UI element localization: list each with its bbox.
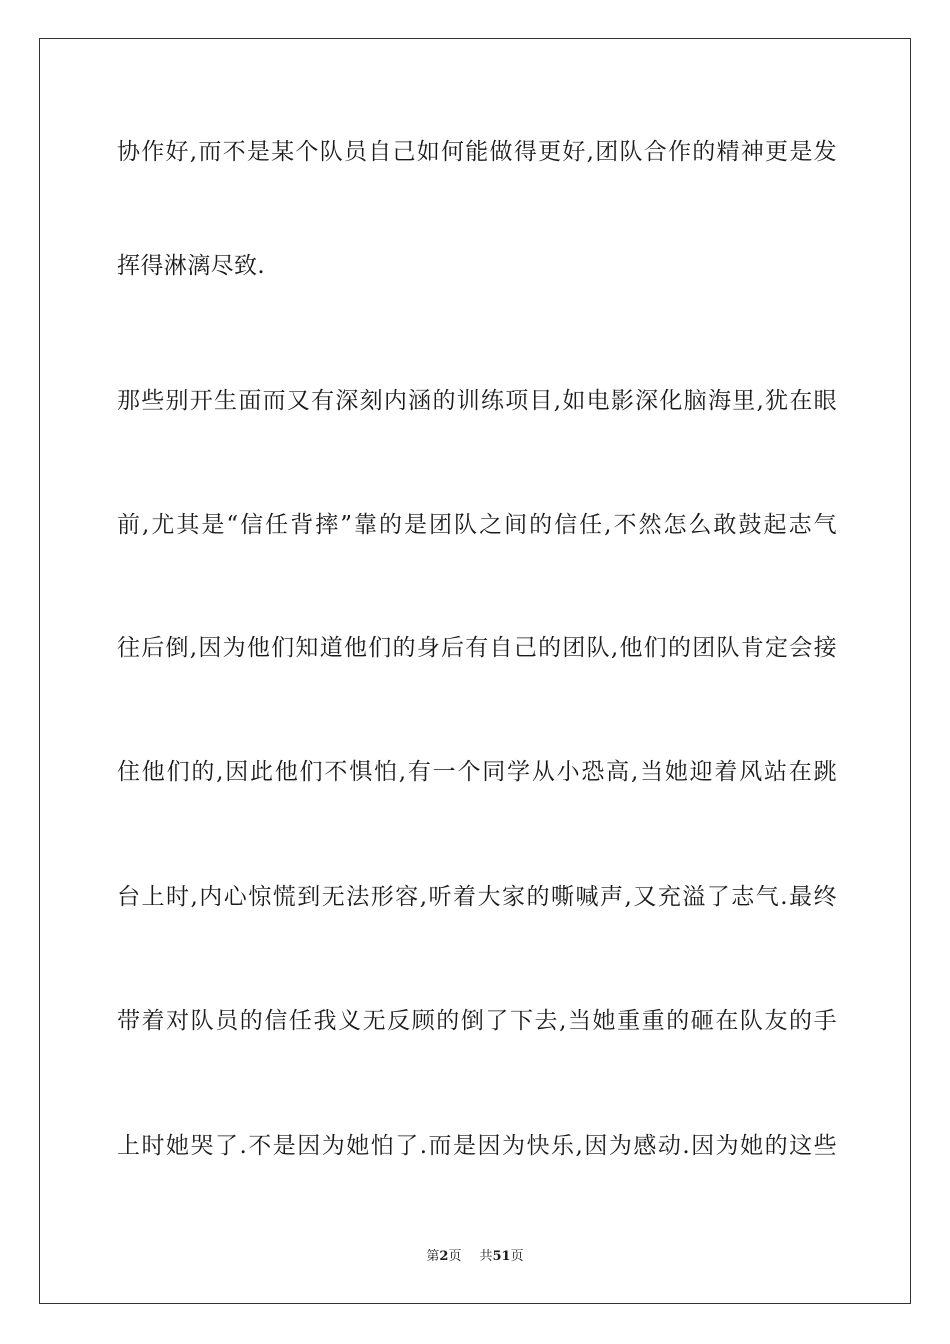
- footer-page-prefix: 第: [426, 1249, 440, 1264]
- footer-total-pages: 51: [492, 1249, 511, 1264]
- page-border: [39, 38, 911, 1304]
- body-line-8: 带着对队员的信任我义无反顾的倒了下去,当她重重的砸在队友的手: [117, 1008, 837, 1034]
- body-line-4: 前,尤其是“信任背摔”靠的是团队之间的信任,不然怎么敢鼓起志气: [117, 512, 837, 538]
- page-footer: [0, 1248, 950, 1266]
- body-line-7: 台上时,内心惊慌到无法形容,听着大家的嘶喊声,又充溢了志气.最终: [117, 884, 837, 910]
- body-line-6: 住他们的,因此他们不惧怕,有一个同学从小恐高,当她迎着风站在跳: [117, 759, 837, 785]
- body-line-1: 协作好,而不是某个队员自己如何能做得更好,团队合作的精神更是发: [117, 139, 837, 165]
- footer-page-number: 2: [439, 1249, 449, 1264]
- footer-total-suffix: 页: [510, 1249, 524, 1264]
- footer-page-suffix: 页: [448, 1249, 462, 1264]
- body-line-5: 往后倒,因为他们知道他们的身后有自己的团队,他们的团队肯定会接: [117, 635, 837, 661]
- body-line-2: 挥得淋漓尽致.: [117, 253, 266, 279]
- footer-total-prefix: 共: [479, 1249, 493, 1264]
- body-line-9: 上时她哭了.不是因为她怕了.而是因为快乐,因为感动.因为她的这些: [117, 1133, 837, 1159]
- body-line-3: 那些别开生面而又有深刻内涵的训练项目,如电影深化脑海里,犹在眼: [117, 388, 837, 414]
